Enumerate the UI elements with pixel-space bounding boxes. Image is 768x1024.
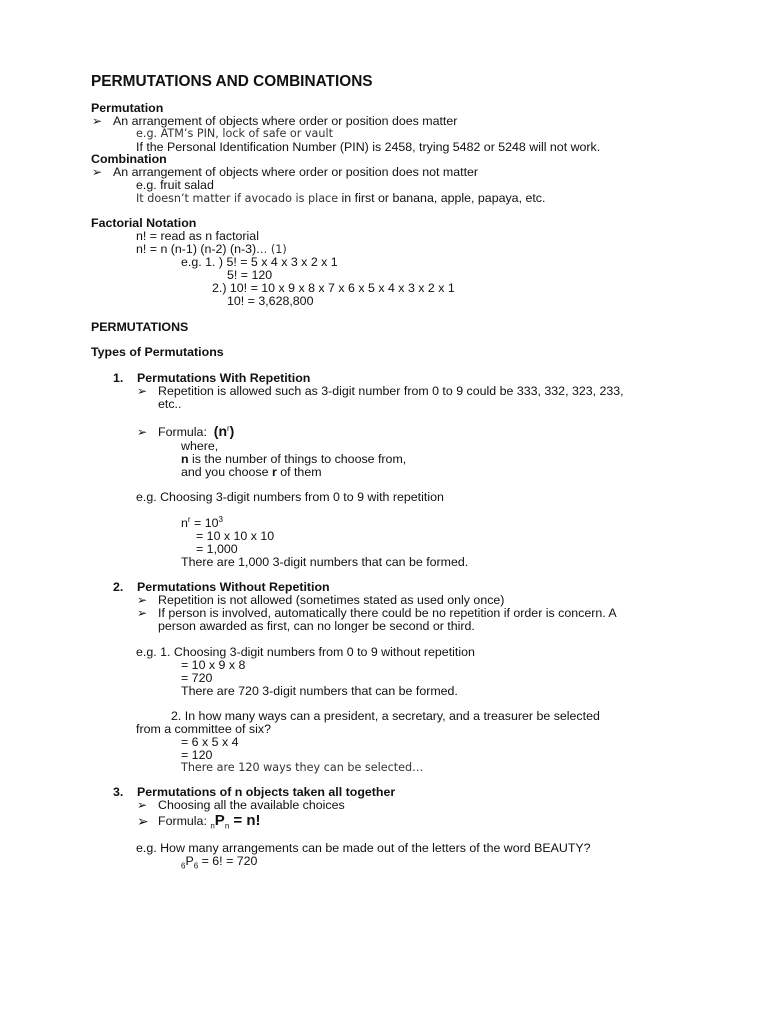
type3-answer-pre-sub: 6 (181, 861, 186, 871)
arrow-bullet-icon: ➢ (92, 114, 103, 128)
permutations-section-heading: PERMUTATIONS (91, 320, 189, 334)
factorial-line2-a: n! = n (n-1) (n-2) (n-3) (136, 242, 257, 256)
type1-formula-r: r (227, 423, 230, 433)
type3-number: 3. (113, 785, 124, 799)
type1-formula-label: Formula: (158, 425, 207, 439)
arrow-bullet-icon: ➢ (137, 384, 148, 398)
type3-heading: Permutations of n objects taken all together (137, 785, 396, 799)
combination-example: e.g. fruit salad (136, 178, 214, 192)
page-title: PERMUTATIONS AND COMBINATIONS (91, 73, 373, 90)
type2-example1-calc2: = 720 (181, 671, 213, 685)
arrow-bullet-icon: ➢ (137, 798, 148, 812)
type3-formula-rest: = n! (229, 812, 261, 829)
factorial-line1: n! = read as n factorial (136, 229, 259, 243)
type3-answer-rest: = 6! = 720 (198, 854, 258, 868)
type3-answer (181, 854, 258, 871)
factorial-example-2-result: 10! = 3,628,800 (227, 294, 314, 308)
type1-calc1 (181, 516, 223, 530)
type3-formula (158, 812, 261, 831)
arrow-bullet-icon: ➢ (137, 606, 148, 620)
permutation-example: e.g. ATM’s PIN, lock of safe or vault (136, 127, 333, 140)
type2-example1: e.g. 1. Choosing 3-digit numbers from 0 to 9 without repetition (136, 645, 475, 659)
combination-heading: Combination (91, 152, 167, 166)
type1-r-bold: r (271, 465, 277, 479)
type1-formula (158, 424, 234, 439)
type3-example: e.g. How many arrangements can be made out of the letters of the word BEAUTY? (136, 841, 591, 855)
factorial-heading: Factorial Notation (91, 216, 197, 230)
type1-calc3: = 1,000 (196, 542, 238, 556)
types-heading: Types of Permutations (91, 345, 224, 359)
combination-note (136, 191, 545, 206)
type2-heading-line (113, 580, 330, 594)
type1-example: e.g. Choosing 3-digit numbers from 0 to 9 with repetition (136, 490, 444, 504)
type3-formula-post-sub: n (224, 821, 230, 831)
combination-note-part2: in first or banana, apple, papaya, etc. (338, 191, 546, 205)
type1-heading-line (113, 371, 310, 385)
permutation-heading: Permutation (91, 101, 164, 115)
factorial-example-1-result: 5! = 120 (227, 268, 273, 282)
type1-heading: Permutations With Repetition (137, 371, 311, 385)
type1-r-definition (181, 465, 322, 479)
type1-formula-n: (n (213, 423, 227, 439)
type2-example2-calc2: = 120 (181, 748, 213, 762)
type2-example2-calc1: = 6 x 5 x 4 (181, 735, 239, 749)
type1-bullet1-line1: Repetition is allowed such as 3-digit number from 0 to 9 could be 333, 332, 323, 233, (158, 384, 624, 398)
type1-n-desc: is the number of things to choose from, (188, 452, 407, 466)
type1-formula-close: ) (229, 423, 235, 439)
arrow-bullet-icon: ➢ (137, 813, 149, 829)
type1-calc2: = 10 x 10 x 10 (196, 529, 275, 543)
permutation-pin-example: If the Personal Identification Number (PIN) is 2458, trying 5482 or 5248 will not work. (136, 140, 601, 154)
type1-r-post: of them (276, 465, 322, 479)
type3-formula-p: P (214, 812, 225, 829)
type2-example2-line2: from a committee of six? (136, 722, 271, 736)
factorial-example-2: 2.) 10! = 10 x 9 x 8 x 7 x 6 x 5 x 4 x 3 x 2 x 1 (212, 281, 455, 295)
type1-calc1-mid: = 10 (190, 516, 219, 530)
factorial-example-1: e.g. 1. ) 5! = 5 x 4 x 3 x 2 x 1 (181, 255, 338, 269)
type1-n-bold: n (181, 452, 189, 466)
type1-where: where, (181, 439, 219, 453)
type1-number: 1. (113, 371, 124, 385)
type1-conclusion: There are 1,000 3-digit numbers that can be formed. (181, 555, 469, 569)
type1-n-definition (181, 452, 406, 466)
arrow-bullet-icon: ➢ (137, 425, 148, 439)
type2-heading: Permutations Without Repetition (137, 580, 330, 594)
arrow-bullet-icon: ➢ (137, 593, 148, 607)
type3-heading-line (113, 785, 395, 799)
type1-calc1-base: n (181, 516, 188, 530)
type2-bullet2-line2: person awarded as first, can no longer be second or third. (158, 619, 475, 633)
type2-number: 2. (113, 580, 124, 594)
type3-answer-p: P (185, 854, 194, 868)
combination-note-part1: It doesn’t matter if avocado is place (136, 192, 339, 205)
type3-answer-post-sub: 6 (193, 861, 199, 871)
type3-bullet1: Choosing all the available choices (158, 798, 345, 812)
type3-formula-label: Formula: (158, 814, 207, 828)
combination-definition: An arrangement of objects where order or position does not matter (113, 165, 479, 179)
type1-r-pre: and you choose (181, 465, 272, 479)
type2-bullet1: Repetition is not allowed (sometimes stated as used only once) (158, 593, 505, 607)
type1-calc1-pow: 3 (218, 514, 223, 524)
type2-example1-conclusion: There are 720 3-digit numbers that can be formed. (181, 684, 458, 698)
type1-bullet1-line2: etc.. (158, 397, 182, 411)
arrow-bullet-icon: ➢ (92, 165, 103, 179)
type2-example2-conclusion: There are 120 ways they can be selected… (181, 761, 424, 774)
factorial-line2-b: … (1) (256, 243, 287, 256)
type2-example1-calc1: = 10 x 9 x 8 (181, 658, 246, 672)
type2-bullet2-line1: If person is involved, automatically there could be no repetition if order is concern. A (158, 606, 617, 620)
type1-calc1-exp: r (187, 514, 191, 524)
type3-formula-pre-sub: n (210, 821, 215, 831)
type2-example2-line1: 2. In how many ways can a president, a secretary, and a treasurer be selected (171, 709, 600, 723)
permutation-definition: An arrangement of objects where order or position does matter (113, 114, 458, 128)
